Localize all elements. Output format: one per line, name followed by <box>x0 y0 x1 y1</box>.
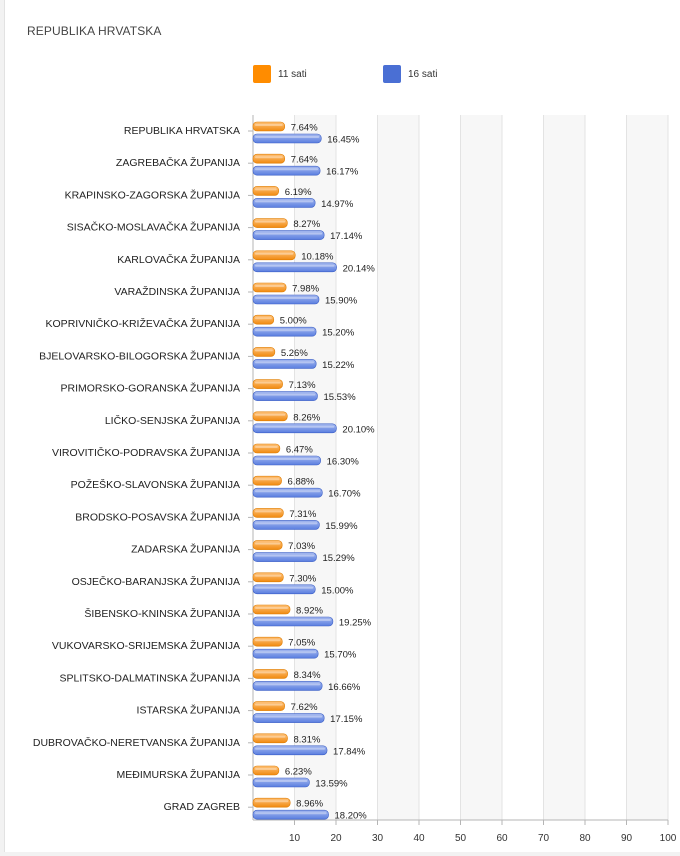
value-label-11-sati: 6.19% <box>284 186 312 198</box>
bar-highlight <box>255 156 283 158</box>
bar-highlight <box>255 349 273 351</box>
value-label-16-sati: 17.15% <box>330 714 363 726</box>
value-label-11-sati: 10.18% <box>301 251 334 263</box>
bar-highlight <box>255 736 285 738</box>
bar-highlight <box>255 543 280 545</box>
grid-band <box>378 115 420 820</box>
category-label: ŠIBENSKO-KNINSKA ŽUPANIJA <box>84 608 240 620</box>
bar-11-sati <box>253 315 274 324</box>
value-label-16-sati: 17.14% <box>330 231 363 243</box>
bar-11-sati <box>253 476 282 485</box>
value-label-11-sati: 7.31% <box>289 508 317 520</box>
value-label-11-sati: 7.03% <box>288 541 316 553</box>
bar-highlight <box>255 800 288 802</box>
bar-highlight <box>255 317 272 319</box>
value-label-11-sati: 5.00% <box>279 315 307 327</box>
bar-highlight <box>255 426 334 428</box>
value-label-11-sati: 6.88% <box>287 476 315 488</box>
bar-11-sati <box>253 219 287 228</box>
value-label-11-sati: 7.98% <box>292 283 320 295</box>
bar-16-sati <box>253 327 316 336</box>
bar-highlight <box>255 522 317 524</box>
bar-11-sati <box>253 573 283 582</box>
category-label: OSJEČKO-BARANJSKA ŽUPANIJA <box>71 575 240 588</box>
legend-label-11-sati: 11 sati <box>278 68 307 80</box>
category-label: SPLITSKO-DALMATINSKA ŽUPANIJA <box>59 672 240 685</box>
category-label: VIROVITIČKO-PODRAVSKA ŽUPANIJA <box>51 447 240 459</box>
category-label: GRAD ZAGREB <box>163 801 240 814</box>
bar-16-sati <box>253 231 324 240</box>
bar-16-sati <box>253 488 322 497</box>
bar-11-sati <box>253 412 287 421</box>
bar-16-sati <box>253 359 316 368</box>
bar-11-sati <box>253 669 288 678</box>
bar-16-sati <box>253 585 315 594</box>
value-label-11-sati: 7.64% <box>290 122 318 134</box>
bar-16-sati <box>253 295 319 304</box>
bar-11-sati <box>253 702 285 711</box>
chart-title: REPUBLIKA HRVATSKA <box>27 24 162 38</box>
value-label-16-sati: 16.70% <box>328 488 361 500</box>
value-label-11-sati: 7.62% <box>290 702 318 714</box>
value-label-16-sati: 16.66% <box>328 681 361 693</box>
value-label-16-sati: 15.29% <box>322 553 355 565</box>
category-label: BJELOVARSKO-BILOGORSKA ŽUPANIJA <box>39 350 240 363</box>
value-label-16-sati: 15.53% <box>323 392 356 404</box>
value-label-16-sati: 16.17% <box>326 166 359 178</box>
value-label-11-sati: 5.26% <box>280 347 308 359</box>
bar-16-sati <box>253 520 319 529</box>
bar-11-sati <box>253 380 283 389</box>
value-label-11-sati: 6.23% <box>284 766 312 778</box>
value-label-16-sati: 16.30% <box>326 456 359 468</box>
bar-highlight <box>255 414 285 416</box>
bar-highlight <box>255 265 335 267</box>
bar-16-sati <box>253 649 318 658</box>
value-label-11-sati: 6.47% <box>285 444 313 456</box>
bar-11-sati <box>253 122 285 131</box>
value-label-16-sati: 20.10% <box>342 424 375 436</box>
bar-11-sati <box>253 251 295 260</box>
bar-highlight <box>255 297 317 299</box>
bar-16-sati <box>253 198 315 207</box>
category-label: KOPRIVNIČKO-KRIŽEVAČKA ŽUPANIJA <box>45 318 240 331</box>
x-tick-label: 50 <box>454 833 467 844</box>
bar-highlight <box>255 285 284 287</box>
grid-band <box>461 115 503 820</box>
bar-highlight <box>255 458 319 460</box>
bar-11-sati <box>253 508 283 517</box>
bar-11-sati <box>253 734 287 743</box>
bar-11-sati <box>253 283 286 292</box>
value-label-16-sati: 15.90% <box>324 295 358 307</box>
bar-highlight <box>255 768 277 770</box>
value-label-11-sati: 7.64% <box>290 154 318 166</box>
bar-highlight <box>255 490 320 492</box>
bar-highlight <box>255 683 320 685</box>
bar-11-sati <box>253 637 282 646</box>
bar-highlight <box>255 361 314 363</box>
value-label-16-sati: 15.20% <box>322 327 355 339</box>
value-label-16-sati: 19.25% <box>338 617 372 629</box>
bar-11-sati <box>253 154 285 163</box>
bar-highlight <box>255 394 315 396</box>
bar-highlight <box>255 639 280 641</box>
bar-16-sati <box>253 263 337 272</box>
bar-highlight <box>255 253 293 255</box>
value-label-11-sati: 8.92% <box>296 605 323 617</box>
bar-11-sati <box>253 766 279 775</box>
bar-16-sati <box>253 166 320 175</box>
category-label: ZAGREBAČKA ŽUPANIJA <box>115 157 240 170</box>
x-tick-label: 70 <box>537 833 550 844</box>
category-label: KARLOVAČKA ŽUPANIJA <box>117 253 240 266</box>
x-tick-label: 10 <box>288 833 301 844</box>
bar-16-sati <box>253 746 327 755</box>
x-tick-label: 20 <box>330 833 342 844</box>
legend-label-16-sati: 16 sati <box>408 68 438 80</box>
bar-16-sati <box>253 456 321 465</box>
value-label-11-sati: 7.30% <box>289 573 317 585</box>
bar-highlight <box>255 136 319 138</box>
category-label: ZADARSKA ŽUPANIJA <box>131 543 240 556</box>
bar-highlight <box>255 671 286 673</box>
bar-highlight <box>255 446 278 448</box>
value-label-16-sati: 15.99% <box>325 520 358 532</box>
value-label-11-sati: 8.26% <box>293 412 321 424</box>
value-label-11-sati: 8.27% <box>293 219 321 231</box>
bar-16-sati <box>253 714 324 723</box>
bar-highlight <box>255 233 322 235</box>
value-label-11-sati: 7.13% <box>288 380 316 392</box>
bar-highlight <box>255 200 313 202</box>
bar-highlight <box>255 619 331 621</box>
bar-11-sati <box>253 444 280 453</box>
value-label-11-sati: 8.96% <box>296 798 324 810</box>
value-label-16-sati: 18.20% <box>334 810 367 822</box>
x-tick-label: 80 <box>579 833 591 844</box>
bar-highlight <box>255 651 316 653</box>
bar-highlight <box>255 510 281 512</box>
category-label: PRIMORSKO-GORANSKA ŽUPANIJA <box>60 382 240 395</box>
category-label: REPUBLIKA HRVATSKA <box>123 125 240 137</box>
bar-highlight <box>255 382 281 384</box>
value-label-16-sati: 15.22% <box>322 359 355 371</box>
bar-16-sati <box>253 424 336 433</box>
bar-highlight <box>255 124 283 126</box>
bar-11-sati <box>253 605 290 614</box>
value-label-16-sati: 17.84% <box>333 746 366 758</box>
bar-highlight <box>255 607 288 609</box>
value-label-16-sati: 15.00% <box>321 585 354 597</box>
category-label: VARAŽDINSKA ŽUPANIJA <box>114 286 240 298</box>
bar-highlight <box>255 555 314 557</box>
category-label: KRAPINSKO-ZAGORSKA ŽUPANIJA <box>64 189 240 202</box>
x-tick-label: 60 <box>496 833 508 844</box>
category-label: DUBROVAČKO-NERETVANSKA ŽUPANIJA <box>32 736 240 749</box>
bar-16-sati <box>253 681 322 690</box>
category-label: SISAČKO-MOSLAVAČKA ŽUPANIJA <box>66 221 240 234</box>
bar-highlight <box>255 221 285 223</box>
bar-11-sati <box>253 347 275 356</box>
grid-band <box>627 115 669 820</box>
category-label: POŽEŠKO-SLAVONSKA ŽUPANIJA <box>70 479 240 492</box>
category-label: BRODSKO-POSAVSKA ŽUPANIJA <box>75 511 240 524</box>
bar-highlight <box>255 168 318 170</box>
bar-16-sati <box>253 134 321 143</box>
value-label-16-sati: 16.45% <box>327 134 360 146</box>
category-label: MEĐIMURSKA ŽUPANIJA <box>116 769 240 781</box>
bar-highlight <box>255 716 322 718</box>
bar-11-sati <box>253 541 282 550</box>
value-label-16-sati: 15.70% <box>324 649 357 661</box>
bar-16-sati <box>253 810 329 819</box>
bar-highlight <box>255 587 313 589</box>
category-label: ISTARSKA ŽUPANIJA <box>136 704 240 717</box>
bar-16-sati <box>253 778 309 787</box>
bar-highlight <box>255 329 314 331</box>
value-label-11-sati: 8.34% <box>293 669 321 681</box>
value-label-16-sati: 14.97% <box>321 198 354 210</box>
category-label: LIČKO-SENJSKA ŽUPANIJA <box>104 414 240 427</box>
value-label-16-sati: 13.59% <box>315 778 348 790</box>
bar-highlight <box>255 188 277 190</box>
bar-16-sati <box>253 553 316 562</box>
bar-11-sati <box>253 798 290 807</box>
bar-11-sati <box>253 186 279 195</box>
x-tick-label: 90 <box>620 833 633 844</box>
value-label-11-sati: 7.05% <box>288 637 316 649</box>
value-label-11-sati: 8.31% <box>293 734 321 746</box>
x-tick-label: 40 <box>413 833 425 844</box>
grid-band <box>544 115 586 820</box>
bar-highlight <box>255 780 307 782</box>
category-label: VUKOVARSKO-SRIJEMSKA ŽUPANIJA <box>51 640 240 653</box>
bar-highlight <box>255 575 281 577</box>
x-tick-label: 100 <box>659 833 677 844</box>
x-tick-label: 30 <box>371 833 384 844</box>
bar-highlight <box>255 478 280 480</box>
bar-highlight <box>255 812 327 814</box>
bar-highlight <box>255 748 325 750</box>
bar-16-sati <box>253 392 317 401</box>
bar-highlight <box>255 704 283 706</box>
value-label-16-sati: 20.14% <box>342 263 375 275</box>
bar-16-sati <box>253 617 333 626</box>
